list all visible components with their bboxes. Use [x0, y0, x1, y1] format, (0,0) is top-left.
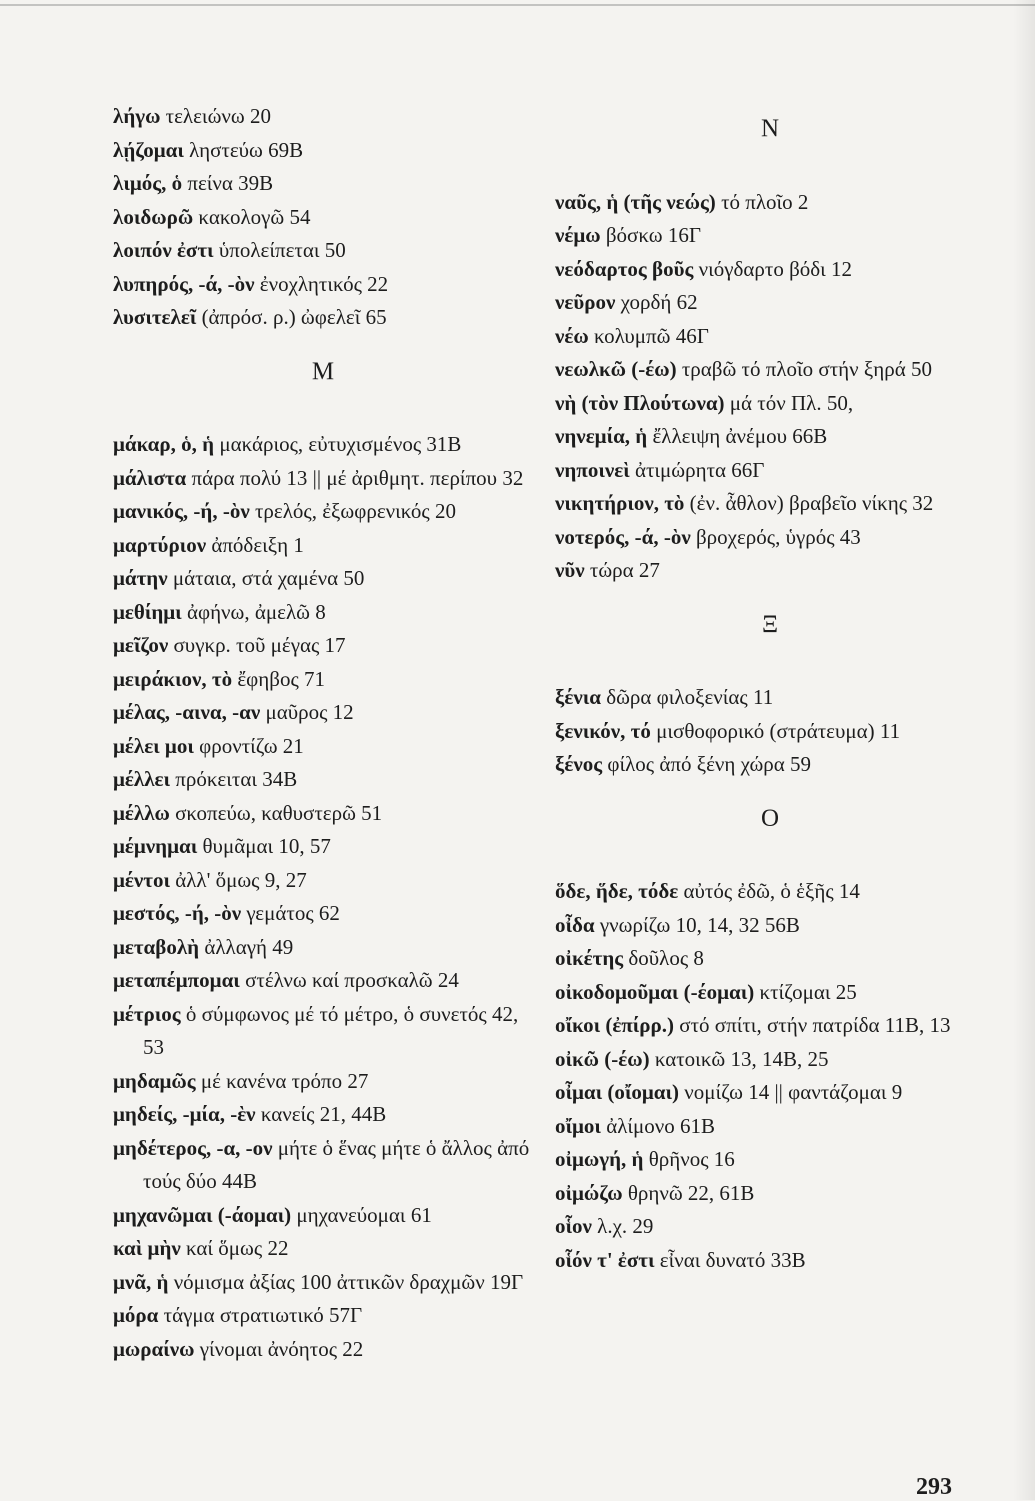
entry-definition: δῶρα φιλοξενίας 11: [606, 685, 774, 709]
entry-headword: λῄζομαι: [113, 137, 184, 162]
entry-headword: μέλλει: [113, 767, 170, 791]
glossary-entry: [555, 521, 985, 555]
entry-definition: ἔλλειψη ἀνέμου 66Β: [652, 424, 828, 448]
entry-definition: μακάριος, εὐτυχισμένος 31Β: [219, 432, 462, 456]
glossary-entry: [113, 1299, 533, 1333]
entry-definition: μήτε ὁ ἕνας μήτε ὁ ἄλλος ἀπό τούς δύο 44Β: [143, 1135, 530, 1193]
entry-headword: μέλει μοι: [113, 733, 194, 758]
entry-headword: νηνεμία, ἡ: [555, 424, 648, 448]
entry-definition: φροντίζω 21: [199, 733, 304, 758]
glossary-entry: [555, 387, 985, 421]
entry-definition: φίλος ἀπό ξένη χώρα 59: [607, 752, 812, 776]
page-right-edge-shadow: [1013, 0, 1035, 1500]
section-spacer: [555, 782, 985, 802]
entry-definition: θυμᾶμαι 10, 57: [202, 834, 331, 858]
glossary-entry: [555, 186, 985, 220]
glossary-entry: [113, 1199, 533, 1233]
entry-definition: νόμισμα ἀξίας 100 ἀττικῶν δραχμῶν 19Γ: [173, 1269, 524, 1294]
entry-definition: ἀπόδειξη 1: [211, 532, 304, 557]
section-spacer: [113, 335, 533, 355]
entry-headword: νέμω: [555, 223, 601, 247]
glossary-entry: [113, 931, 533, 965]
glossary-entry: [113, 268, 533, 302]
entry-definition: ὁ σύμφωνος μέ τό μέτρο, ὁ συνετός 42, 53: [143, 1001, 519, 1059]
entry-definition: μάταια, στά χαμένα 50: [172, 566, 365, 590]
entry-definition: νιόγδαρτο βόδι 12: [698, 256, 853, 281]
glossary-entry: [555, 715, 985, 749]
entry-headword: μεῖζον: [113, 633, 169, 657]
entry-definition: ἔφηβος 71: [237, 666, 326, 691]
entry-headword: οἶμαι (οἴομαι): [555, 1080, 680, 1104]
glossary-entry: [555, 1076, 985, 1110]
section-spacer: [113, 388, 533, 428]
glossary-entry: [113, 1132, 533, 1199]
glossary-entry: [555, 487, 985, 521]
entry-headword: μαρτύριον: [113, 532, 207, 557]
entry-headword: μνᾶ, ἡ: [113, 1269, 169, 1294]
glossary-entry: [555, 353, 985, 387]
entry-definition: καί ὅμως 22: [186, 1236, 289, 1260]
entry-definition: γνωρίζω 10, 14, 32 56Β: [599, 912, 800, 937]
section-letter: Ν: [760, 115, 780, 142]
entry-headword: μηχανῶμαι (-άομαι): [113, 1202, 292, 1227]
entry-definition: κτίζομαι 25: [759, 979, 857, 1004]
entry-headword: μεταπέμπομαι: [113, 968, 240, 992]
entry-definition: νομίζω 14 || φαντάζομαι 9: [684, 1080, 903, 1104]
entry-headword: οἴμοι: [555, 1113, 601, 1138]
entry-headword: οἰκῶ (-έω): [555, 1046, 650, 1071]
section-spacer: [555, 641, 985, 681]
entry-definition: κολυμπῶ 46Γ: [593, 323, 709, 348]
entry-headword: λοιδωρῶ: [113, 204, 194, 229]
page-top-edge: [0, 4, 1035, 6]
entry-definition: κανείς 21, 44Β: [260, 1102, 387, 1126]
glossary-entry: [113, 301, 533, 335]
glossary-entry: [555, 681, 985, 715]
glossary-entry: [113, 998, 533, 1065]
glossary-entry: [113, 201, 533, 235]
glossary-entry: [555, 420, 985, 454]
entry-headword: οἰκοδομοῦμαι (-έομαι): [555, 979, 755, 1004]
entry-definition: τό πλοῖο 2: [721, 189, 809, 214]
glossary-entry: [555, 1110, 985, 1144]
entry-headword: οἰμώζω: [555, 1180, 623, 1205]
glossary-entry: [113, 830, 533, 864]
entry-definition: μαῦρος 12: [265, 700, 354, 724]
entry-headword: λιμός, ὁ: [113, 171, 183, 195]
entry-definition: ἀλίμονο 61Β: [606, 1113, 716, 1138]
glossary-entry: [555, 1177, 985, 1211]
section-letter: Ξ: [761, 610, 779, 638]
entry-definition: ὑπολείπεται 50: [218, 238, 346, 262]
entry-definition: στό σπίτι, στήν πατρίδα 11Β, 13: [679, 1013, 951, 1037]
entry-headword: μέντοι: [113, 867, 170, 892]
glossary-entry: [555, 554, 985, 588]
entry-definition: αὐτός ἐδῶ, ὁ ἑξῆς 14: [683, 879, 860, 903]
glossary-entry: [113, 1098, 533, 1132]
entry-headword: μάλιστα: [113, 465, 187, 490]
entry-headword: ξένος: [555, 752, 603, 776]
entry-headword: μεστός, -ή, -ὸν: [113, 901, 242, 925]
page-number: 293: [916, 1474, 952, 1500]
glossary-entry: [555, 1143, 985, 1177]
entry-headword: νηποινεὶ: [555, 457, 630, 482]
glossary-entry: [113, 167, 533, 201]
entry-definition: ἐνοχλητικός 22: [259, 271, 389, 296]
glossary-entry: [555, 1043, 985, 1077]
entry-headword: μέλας, -αινα, -αν: [113, 700, 261, 724]
glossary-entry: [113, 730, 533, 764]
glossary-entry: [113, 897, 533, 931]
glossary-entry: [113, 1232, 533, 1266]
glossary-entry: [555, 942, 985, 976]
entry-definition: ἀφήνω, ἀμελῶ 8: [186, 599, 326, 624]
glossary-entry: [113, 663, 533, 697]
entry-headword: οἷον: [555, 1214, 592, 1238]
entry-headword: λοιπόν ἐστι: [113, 238, 214, 262]
entry-headword: μάτην: [113, 566, 168, 590]
section-letter: Μ: [311, 357, 335, 385]
entry-headword: μηδαμῶς: [113, 1068, 196, 1093]
glossary-entry: [113, 629, 533, 663]
entry-headword: μηδέτερος, -α, -ον: [113, 1135, 273, 1160]
entry-headword: ναῦς, ἡ (τῆς νεώς): [555, 189, 716, 214]
entry-definition: μέ κανένα τρόπο 27: [200, 1068, 369, 1093]
entry-headword: ξένια: [555, 685, 601, 709]
entry-definition: ἀλλαγή 49: [204, 934, 294, 959]
entry-definition: στέλνω καί προσκαλῶ 24: [245, 968, 459, 992]
entry-headword: ξενικόν, τό: [555, 718, 651, 743]
glossary-entry: [113, 134, 533, 168]
glossary-entry: [555, 748, 985, 782]
entry-headword: οἶδα: [555, 912, 595, 937]
entry-definition: (ἀπρόσ. ρ.) ὠφελεῖ 65: [201, 305, 387, 329]
entry-headword: οἰκέτης: [555, 946, 624, 970]
entry-headword: οἷόν τ' ἐστι: [555, 1247, 655, 1272]
glossary-entry: [555, 286, 985, 320]
entry-definition: τρελός, ἐξωφρενικός 20: [254, 499, 456, 523]
glossary-entry: [113, 1333, 533, 1367]
entry-definition: μά τόν Πλ. 50,: [729, 390, 854, 415]
right-column: [555, 112, 985, 1277]
entry-definition: ληστεύω 69Β: [189, 137, 304, 162]
entry-headword: μεταβολὴ: [113, 934, 200, 959]
entry-definition: κατοικῶ 13, 14Β, 25: [654, 1046, 829, 1071]
entry-headword: μεθίημι: [113, 599, 182, 624]
glossary-entry: [555, 1244, 985, 1278]
entry-headword: νικητήριον, τὸ: [555, 491, 685, 515]
entry-definition: βόσκω 16Γ: [605, 223, 701, 247]
glossary-entry: [113, 964, 533, 998]
entry-headword: μέμνημαι: [113, 834, 198, 858]
glossary-entry: [113, 596, 533, 630]
entry-headword: λήγω: [113, 104, 161, 128]
entry-definition: συγκρ. τοῦ μέγας 17: [173, 633, 346, 657]
entry-headword: μέλλω: [113, 800, 170, 825]
entry-definition: χορδή 62: [620, 290, 698, 314]
glossary-entry: [113, 763, 533, 797]
entry-headword: νέω: [555, 323, 589, 348]
entry-definition: (ἐν. ἆθλον) βραβεῖο νίκης 32: [689, 491, 934, 515]
entry-definition: τάγμα στρατιωτικό 57Γ: [163, 1303, 363, 1327]
entry-definition: θρῆνος 16: [648, 1147, 735, 1171]
glossary-entry: [555, 909, 985, 943]
entry-definition: λ.χ. 29: [597, 1214, 654, 1238]
glossary-entry: [113, 797, 533, 831]
entry-definition: γεμάτος 62: [246, 901, 340, 925]
glossary-entry: [555, 320, 985, 354]
entry-definition: μηχανεύομαι 61: [296, 1202, 432, 1227]
glossary-entry: [555, 1210, 985, 1244]
glossary-entry: [113, 234, 533, 268]
entry-headword: νεόδαρτος βοῦς: [555, 256, 694, 281]
glossary-entry: [555, 219, 985, 253]
entry-headword: ὅδε, ἥδε, τόδε: [555, 879, 679, 903]
entry-headword: οἴκοι (ἐπίρρ.): [555, 1013, 675, 1037]
glossary-entry: [555, 1009, 985, 1043]
entry-headword: μανικός, -ή, -ὸν: [113, 499, 250, 523]
section-letter: Ο: [760, 804, 780, 832]
entry-definition: πείνα 39Β: [187, 171, 274, 195]
entry-headword: μάκαρ, ὁ, ἡ: [113, 432, 215, 456]
glossary-entry: [113, 529, 533, 563]
section-spacer: [555, 146, 985, 186]
entry-definition: δοῦλος 8: [628, 946, 704, 970]
entry-headword: νὴ (τὸν Πλούτωνα): [555, 390, 725, 415]
entry-headword: νῦν: [555, 558, 585, 582]
entry-headword: μόρα: [113, 1303, 159, 1327]
glossary-entry: [555, 976, 985, 1010]
glossary-entry: [113, 1065, 533, 1099]
left-column: [113, 100, 533, 1366]
entry-headword: οἰμωγή, ἡ: [555, 1147, 644, 1171]
entry-headword: καὶ μὴν: [113, 1236, 181, 1260]
entry-definition: τραβῶ τό πλοῖο στήν ξηρά 50: [681, 357, 932, 381]
entry-definition: βροχερός, ὑγρός 43: [695, 524, 861, 549]
glossary-entry: [113, 864, 533, 898]
entry-definition: ἀλλ' ὅμως 9, 27: [175, 867, 307, 892]
entry-definition: τώρα 27: [589, 558, 660, 582]
entry-headword: νοτερός, -ά, -ὸν: [555, 524, 691, 549]
glossary-entry: [113, 462, 533, 496]
entry-definition: εἶναι δυνατό 33Β: [659, 1247, 806, 1272]
glossary-entry: [113, 495, 533, 529]
entry-headword: μηδείς, -μία, -ὲν: [113, 1102, 256, 1126]
glossary-entry: [555, 253, 985, 287]
glossary-entry: [113, 696, 533, 730]
glossary-entry: [113, 1266, 533, 1300]
entry-headword: λυπηρός, -ά, -ὸν: [113, 271, 255, 296]
section-spacer: [555, 835, 985, 875]
glossary-entry: [113, 428, 533, 462]
entry-definition: γίνομαι ἀνόητος 22: [199, 1336, 364, 1361]
glossary-entry: [113, 562, 533, 596]
glossary-entry: [555, 454, 985, 488]
entry-headword: μειράκιον, τὸ: [113, 666, 233, 691]
entry-definition: ἀτιμώρητα 66Γ: [634, 457, 765, 482]
glossary-entry: [555, 875, 985, 909]
entry-headword: νεωλκῶ (-έω): [555, 357, 677, 381]
entry-definition: πάρα πολύ 13 || μέ ἀριθμητ. περίπου 32: [191, 465, 524, 490]
entry-headword: λυσιτελεῖ: [113, 305, 197, 329]
entry-definition: σκοπεύω, καθυστερῶ 51: [175, 800, 383, 825]
entry-definition: θρηνῶ 22, 61Β: [627, 1180, 755, 1205]
entry-definition: μισθοφορικό (στράτευμα) 11: [656, 718, 901, 743]
entry-headword: μωραίνω: [113, 1336, 195, 1361]
section-spacer: [555, 588, 985, 608]
glossary-entry: [113, 100, 533, 134]
entry-headword: νεῦρον: [555, 290, 616, 314]
entry-definition: τελειώνω 20: [165, 104, 271, 128]
entry-definition: κακολογῶ 54: [198, 204, 311, 229]
entry-definition: πρόκειται 34Β: [175, 767, 298, 791]
entry-headword: μέτριος: [113, 1001, 181, 1026]
